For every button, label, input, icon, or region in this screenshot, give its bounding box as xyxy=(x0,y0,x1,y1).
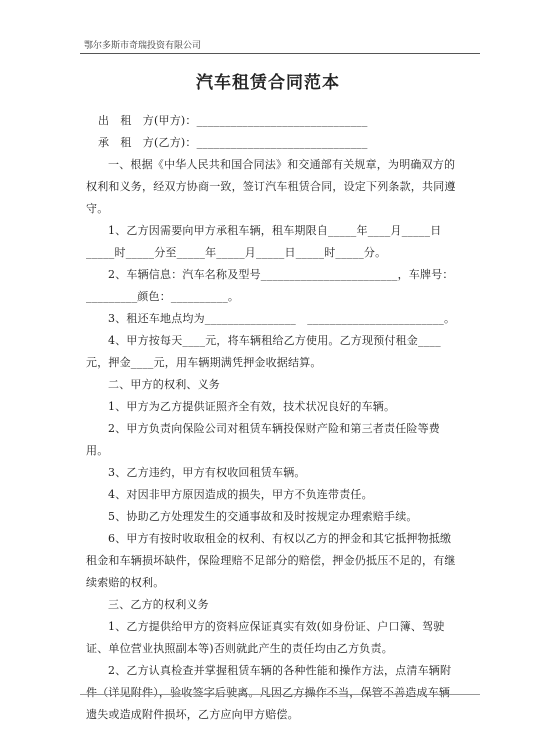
contract-body xyxy=(86,110,458,726)
company-header: 鄂尔多斯市奇瑞投资有限公司 xyxy=(84,41,202,51)
clause-2-2: 2、甲方负责向保险公司对租赁车辆投保财产险和第三者责任险等费用。 xyxy=(86,422,440,457)
clause-1-2: 2、车辆信息：汽车名称及型号________________________，车牌号：_________颜色：__________。 xyxy=(86,268,454,303)
lessor-line: 出 租 方(甲方)：______________________________ xyxy=(98,114,368,127)
header-divider xyxy=(80,53,480,54)
section-heading-2: 二、甲方的权利、义务 xyxy=(108,378,220,391)
clause-1-1: 1、乙方因需要向甲方承租车辆，租车期限自_____年____月_____日_____时_____分至_____年_____月_____日_____时_____分。 xyxy=(86,224,442,259)
lessee-line: 承 租 方(乙方)：______________________________ xyxy=(98,136,368,149)
clause-2-6: 6、甲方有按时收取租金的权利、有权以乙方的押金和其它抵押物抵缴租金和车辆损坏缺件，保险理赔不足部分的赔偿，押金仍抵压不足的，有继续索赔的权利。 xyxy=(86,532,456,589)
clause-3-1: 1、乙方提供给甲方的资料应保证真实有效(如身份证、户口簿、驾驶证、单位营业执照副本等)否则就此产生的责任均由乙方负责。 xyxy=(86,620,445,655)
clause-2-4: 4、对因非甲方原因造成的损失，甲方不负连带责任。 xyxy=(108,488,373,501)
document-title: 汽车租赁合同范本 xyxy=(196,73,340,93)
footer-divider xyxy=(80,694,480,695)
clause-2-5: 5、协助乙方处理发生的交通事故和及时按规定办理索赔手续。 xyxy=(108,510,418,523)
clause-2-1: 1、甲方为乙方提供证照齐全有效，技术状况良好的车辆。 xyxy=(108,400,396,413)
clause-1-3: 3、租还车地点均为________________ ________________________。 xyxy=(108,312,456,325)
clause-2-3: 3、乙方违约，甲方有权收回租赁车辆。 xyxy=(108,466,306,479)
clause-1-4: 4、甲方按每天____元，将车辆租给乙方使用。乙方现预付租金____元，押金____元，用车辆期满凭押金收据结算。 xyxy=(86,334,441,369)
clause-intro: 一、根据《中华人民共和国合同法》和交通部有关规章，为明确双方的权利和义务，经双方协商一致，签订汽车租赁合同，设定下列条款，共同遵守。 xyxy=(86,158,456,215)
clause-3-2: 2、乙方认真检查并掌握租赁车辆的各种性能和操作方法，点清车辆附件（详见附件），验收签字后驶离。凡因乙方操作不当，保管不善造成车辆遗失或造成附件损坏，乙方应向甲方赔偿。 xyxy=(86,664,452,721)
section-heading-3: 三、乙方的权利义务 xyxy=(108,598,209,611)
